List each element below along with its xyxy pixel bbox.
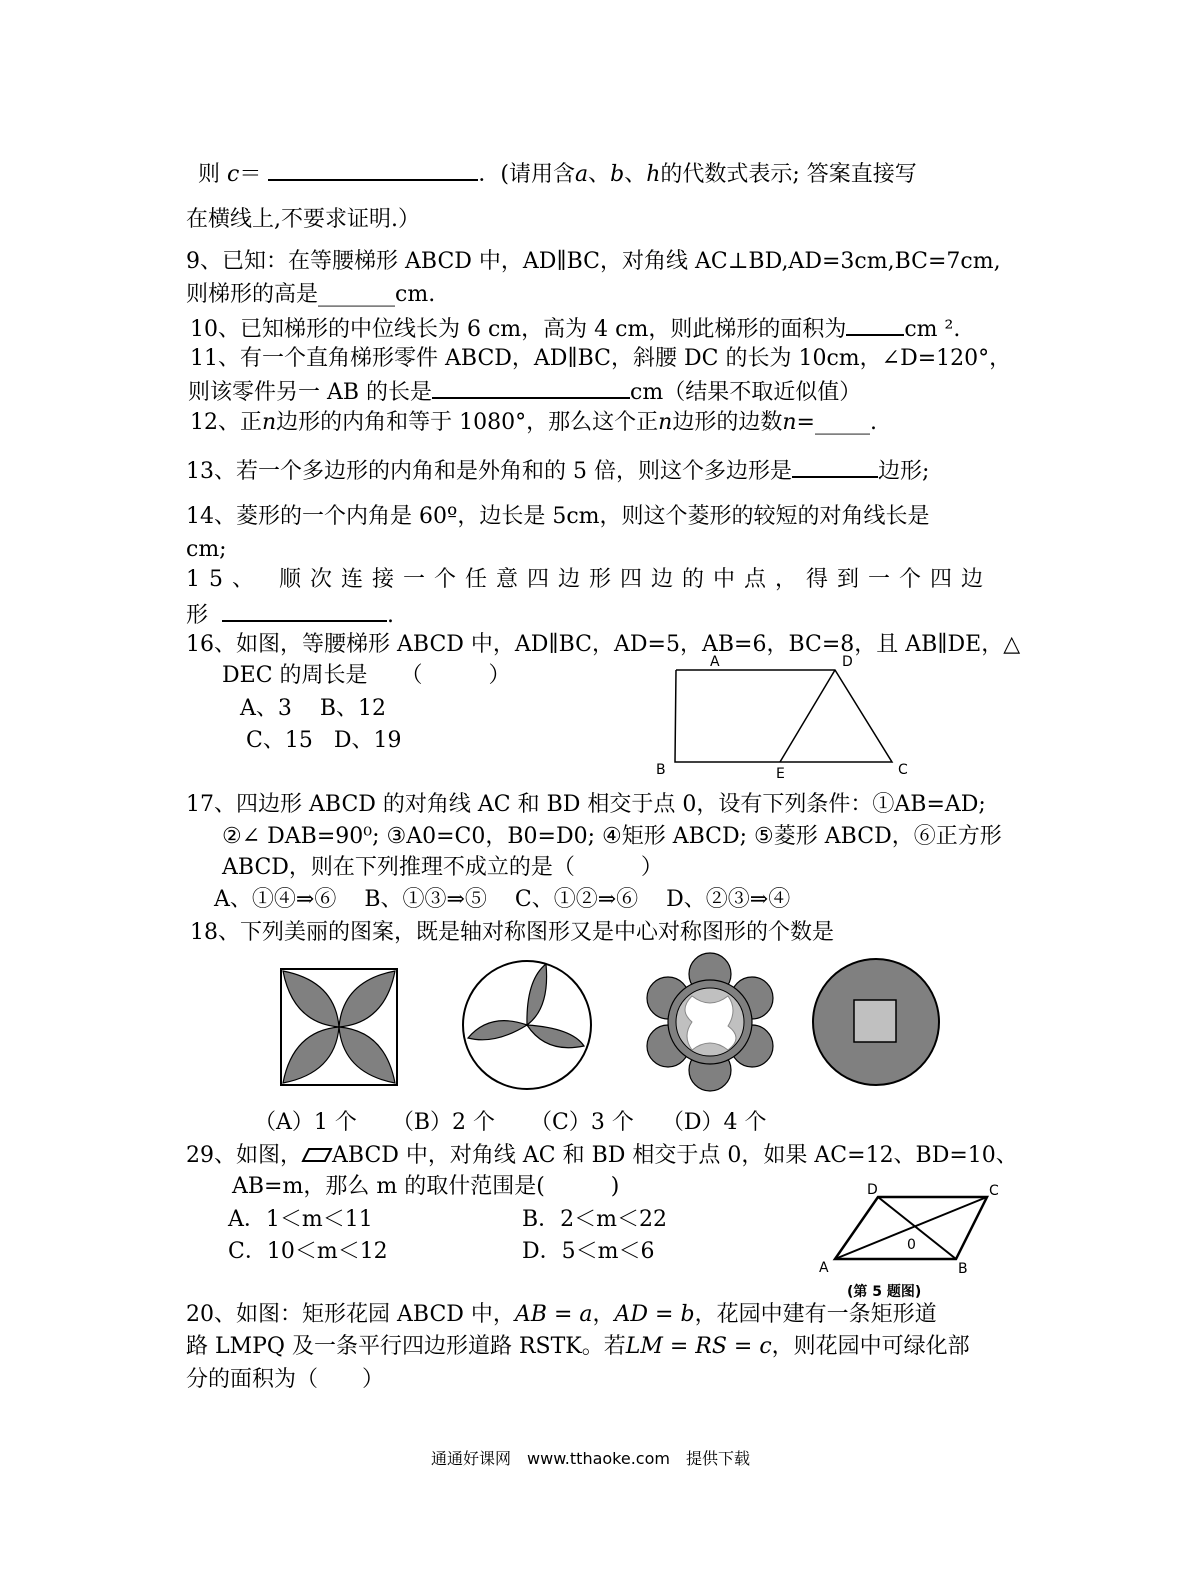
label-a: A: [710, 654, 720, 670]
q17-line2: ②∠ DAB=90⁰; ③A0=C0，B0=D0; ④矩形 ABCD; ⑤菱形 ABCD，⑥正方形: [222, 824, 1002, 849]
parallelogram-figure: [815, 1180, 1005, 1300]
answer-blank[interactable]: [792, 454, 878, 478]
label-c: C: [989, 1183, 999, 1199]
q20-line3: 分的面积为（ ）: [186, 1367, 385, 1392]
segment-de: [780, 670, 835, 762]
q17-options: [214, 885, 790, 915]
answer-blank[interactable]: [432, 375, 630, 399]
parallelogram-icon: [302, 1147, 332, 1163]
option-c[interactable]: C、15: [246, 728, 313, 753]
option-a[interactable]: A、3: [240, 696, 292, 721]
diagonal-bd: [878, 1197, 956, 1259]
q18-options: [254, 1108, 766, 1138]
q18-line1: 18、下列美丽的图案，既是轴对称图形又是中心对称图形的个数是: [190, 920, 834, 945]
option-b[interactable]: B、12: [319, 696, 387, 721]
label-b: B: [958, 1261, 968, 1277]
label-d: D: [842, 654, 853, 670]
label-b: B: [656, 762, 666, 778]
label-o: 0: [907, 1237, 916, 1253]
q16-options-cd: [246, 726, 401, 756]
q29-options-cd: [228, 1237, 655, 1267]
figure-caption: (第 5 题图): [847, 1284, 922, 1300]
answer-blank[interactable]: [222, 598, 387, 622]
q15-line1: 15、 顺次连接一个任意四边形四边的中点，得到一个四边: [186, 567, 992, 592]
q29-line2: AB=m，那么 m 的取什范围是( ): [232, 1174, 620, 1199]
q8-line1: 则 c＝ ．(请用含a、b、h的代数式表示; 答案直接写: [198, 157, 917, 190]
label-d: D: [867, 1182, 878, 1198]
pattern-circle-three-petals: [460, 958, 595, 1093]
option-b[interactable]: B、①③⇒⑤: [364, 887, 487, 912]
option-b[interactable]: （B）2 个: [391, 1110, 496, 1135]
q29-options-ab: [228, 1205, 667, 1235]
q20-line2: 路 LMPQ 及一条平行四边形道路 RSTK。若LM = RS = c，则花园中可绿化部: [186, 1334, 970, 1359]
answer-blank[interactable]: [268, 157, 478, 181]
q17-line3: ABCD，则在下列推理不成立的是（ ）: [222, 855, 663, 880]
q11-line1: 11、有一个直角梯形零件 ABCD，AD∥BC，斜腰 DC 的长为 10cm，∠D=120°，: [190, 346, 1012, 371]
q14-line2: cm;: [186, 537, 227, 562]
q16-options-ab: [240, 694, 386, 724]
label-e: E: [776, 766, 785, 782]
option-c[interactable]: C．10＜m＜12: [228, 1239, 388, 1264]
option-c[interactable]: （C）3 个: [530, 1110, 634, 1135]
page-footer: 通通好课网 www.tthaoke.com 提供下载: [431, 1449, 750, 1468]
label-a: A: [819, 1260, 829, 1276]
option-a[interactable]: A、①④⇒⑥: [214, 887, 337, 912]
answer-blank[interactable]: [846, 312, 904, 336]
label-c: C: [898, 762, 908, 778]
option-d[interactable]: （D）4 个: [661, 1110, 767, 1135]
q29-line1: 29、如图， ABCD 中，对角线 AC 和 BD 相交于点 0，如果 AC=12、BD=10、: [186, 1143, 1018, 1168]
q16-line1: 16、如图，等腰梯形 ABCD 中，AD∥BC，AD=5，AB=6，BC=8，且 AB∥DE，△: [186, 632, 1021, 657]
option-d[interactable]: D、②③⇒④: [666, 887, 791, 912]
q8-line2: 在横线上,不要求证明.）: [186, 207, 420, 232]
pattern-coin: [812, 958, 942, 1088]
q20-line1: 20、如图：矩形花园 ABCD 中，AB = a，AD = b，花园中建有一条矩形道: [186, 1302, 937, 1327]
q12-line: 12、正n边形的内角和等于 1080°，那么这个正n边形的边数n=_____.: [190, 410, 877, 435]
option-a[interactable]: （A）1 个: [254, 1110, 357, 1135]
q9-line2: 则梯形的高是_______cm.: [186, 282, 436, 307]
option-d[interactable]: D．5＜m＜6: [522, 1239, 655, 1264]
q11-line2: 则该零件另一 AB 的长是 cm（结果不取近似值）: [188, 375, 861, 408]
q10-line: 10、已知梯形的中位线长为 6 cm，高为 4 cm，则此梯形的面积为 cm ².: [190, 312, 960, 345]
option-a[interactable]: A．1＜m＜11: [228, 1207, 373, 1232]
q9-line1: 9、已知：在等腰梯形 ABCD 中，AD∥BC，对角线 AC⊥BD,AD=3cm,BC=7cm,: [186, 249, 1001, 274]
q13-line: 13、若一个多边形的内角和是外角和的 5 倍，则这个多边形是 边形;: [186, 454, 929, 487]
pattern-flower-circles: [640, 952, 780, 1092]
option-c[interactable]: C、①②⇒⑥: [514, 887, 639, 912]
option-d[interactable]: D、19: [333, 728, 402, 753]
q16-line2: DEC 的周长是 （ ）: [222, 663, 511, 688]
pattern-square-petals: [280, 968, 400, 1088]
q17-line1: 17、四边形 ABCD 的对角线 AC 和 BD 相交于点 0，设有下列条件：①AB=AD;: [186, 792, 986, 817]
q14-line1: 14、菱形的一个内角是 60º，边长是 5cm，则这个菱形的较短的对角线长是: [186, 504, 930, 529]
option-b[interactable]: B．2＜m＜22: [522, 1207, 668, 1232]
q15-line2: 形 .: [186, 598, 394, 631]
trapezoid-abcd: [675, 670, 892, 762]
trapezoid-figure: [650, 650, 920, 780]
